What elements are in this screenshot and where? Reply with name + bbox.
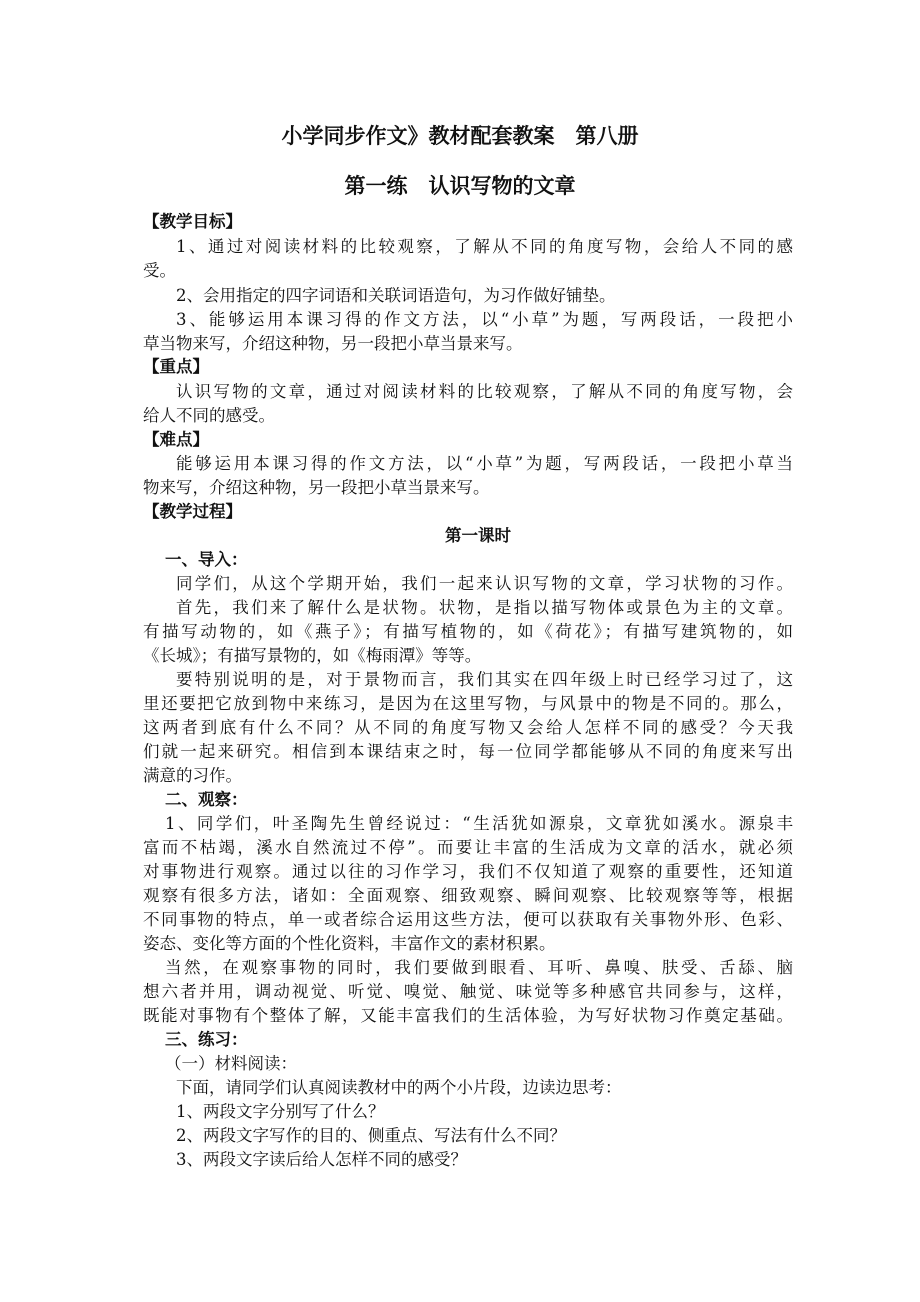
goal-2: 2、会用指定的四字词语和关联词语造句，为习作做好铺垫。 (176, 286, 616, 305)
observation-paragraph-1-line-1: 1、同学们，叶圣陶先生曾经说过：“生活犹如源泉，文章犹如溪水。源泉丰 (165, 814, 793, 833)
document-subtitle: 第一练 认识写物的文章 (344, 174, 576, 198)
goal-3-line-2: 草当物来写，介绍这种物，另一段把小草当景来写。 (143, 334, 523, 353)
intro-paragraph-2-line-1: 首先，我们来了解什么是状物。状物，是指以描写物体或景色为主的文章。 (176, 598, 793, 617)
question-3: 3、两段文字读后给人怎样不同的感受？ (176, 1150, 467, 1169)
observation-paragraph-1-line-5: 不同事物的特点，单一或者综合运用这些方法，便可以获取有关事物外形、色彩、 (143, 910, 793, 929)
goal-1-line-1: 1、通过对阅读材料的比较观察，了解从不同的角度写物，会给人不同的感 (176, 237, 793, 256)
goal-1-line-2: 受。 (143, 261, 176, 280)
step-heading-observation: 二、观察： (165, 790, 248, 809)
question-1: 1、两段文字分别写了什么？ (176, 1102, 385, 1121)
difficulties-line-2: 物来写，介绍这种物，另一段把小草当景来写。 (143, 478, 490, 497)
lesson-title: 第一课时 (445, 526, 511, 545)
exercise-subheading: （一）材料阅读： (165, 1054, 297, 1073)
document-title: 小学同步作文》教材配套教案 第八册 (281, 124, 639, 148)
section-heading-process: 【教学过程】 (143, 502, 242, 521)
section-heading-difficulties: 【难点】 (143, 430, 209, 449)
observation-paragraph-2-line-3: 既能对事物有个整体了解，又能丰富我们的生活体验，为写好状物习作奠定基础。 (143, 1006, 793, 1025)
section-heading-goals: 【教学目标】 (143, 212, 242, 231)
intro-paragraph-3-line-1: 要特别说明的是，对于景物而言，我们其实在四年级上时已经学习过了，这 (176, 670, 793, 689)
observation-paragraph-2-line-1: 当然，在观察事物的同时，我们要做到眼看、耳听、鼻嗅、肤受、舌舔、脑 (165, 958, 793, 977)
intro-paragraph-3-line-2: 里还要把它放到物中来练习，是因为在这里写物，与风景中的物是不同的。那么， (143, 694, 793, 713)
intro-paragraph-1: 同学们，从这个学期开始，我们一起来认识写物的文章，学习状物的习作。 (176, 574, 793, 593)
observation-paragraph-1-line-6: 姿态、变化等方面的个性化资料，丰富作文的素材积累。 (143, 934, 556, 953)
intro-paragraph-3-line-5: 满意的习作。 (143, 766, 242, 785)
observation-paragraph-1-line-3: 对事物进行观察。通过以往的习作学习，我们不仅知道了观察的重要性，还知道 (143, 862, 793, 881)
intro-paragraph-2-line-3: 《长城》；有描写景物的，如《梅雨潭》等等。 (143, 646, 482, 665)
key-points-line-1: 认识写物的文章，通过对阅读材料的比较观察，了解从不同的角度写物，会 (176, 382, 793, 401)
difficulties-line-1: 能够运用本课习得的作文方法，以“小草”为题，写两段话，一段把小草当 (176, 454, 793, 473)
exercise-paragraph: 下面，请同学们认真阅读教材中的两个小片段，边读边思考： (176, 1078, 622, 1097)
question-2: 2、两段文字写作的目的、侧重点、写法有什么不同？ (176, 1126, 566, 1145)
step-heading-exercise: 三、练习： (165, 1030, 248, 1049)
intro-paragraph-3-line-4: 们就一起来研究。相信到本课结束之时，每一位同学都能够从不同的角度来写出 (143, 742, 793, 761)
intro-paragraph-3-line-3: 这两者到底有什么不同？从不同的角度写物又会给人怎样不同的感受？今天我 (143, 718, 793, 737)
observation-paragraph-1-line-2: 富而不枯竭，溪水自然流过不停”。而要让丰富的生活成为文章的活水，就必须 (143, 838, 793, 857)
intro-paragraph-2-line-2: 有描写动物的，如《燕子》；有描写植物的，如《荷花》；有描写建筑物的，如 (143, 622, 793, 641)
goal-3-line-1: 3、能够运用本课习得的作文方法，以“小草”为题，写两段话，一段把小 (176, 310, 793, 329)
observation-paragraph-2-line-2: 想六者并用，调动视觉、听觉、嗅觉、触觉、味觉等多种感官共同参与，这样， (143, 982, 793, 1001)
key-points-line-2: 给人不同的感受。 (143, 406, 275, 425)
section-heading-key-points: 【重点】 (143, 357, 209, 376)
observation-paragraph-1-line-4: 观察有很多方法，诸如：全面观察、细致观察、瞬间观察、比较观察等等，根据 (143, 886, 793, 905)
step-heading-intro: 一、导入： (165, 550, 248, 569)
